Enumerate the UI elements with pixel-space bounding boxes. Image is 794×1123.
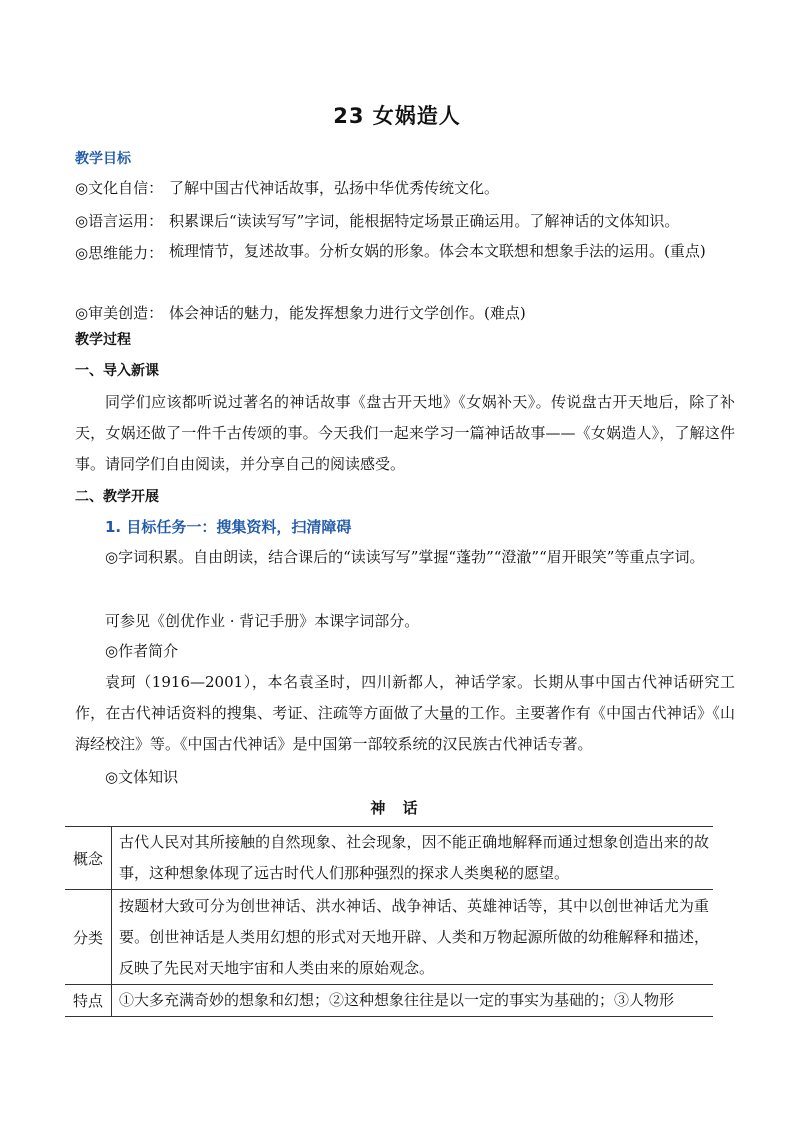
reference-line: 可参见《创优作业 · 背记手册》本课字词部分。 — [105, 612, 420, 630]
author-label: ◎作者简介 — [105, 642, 179, 660]
vocab-paragraph: ◎字词积累。自由朗读，结合课后的“读读写写”掌握“蓬勃”“澄澈”“眉开眼笑”等重点字词。 — [105, 548, 705, 566]
objective-text: 体会神话的魅力，能发挥想象力进行文学创作。(难点) — [169, 304, 526, 322]
objective-item — [75, 302, 526, 324]
objective-item — [75, 177, 499, 199]
objective-item — [75, 242, 169, 264]
row-key: 特点 — [65, 985, 112, 1017]
objective-label: ◎语言运用： — [75, 212, 164, 230]
objective-item — [75, 210, 679, 232]
table-row — [65, 985, 713, 1017]
row-key: 概念 — [65, 827, 112, 890]
section-heading-intro: 一、导入新课 — [75, 363, 159, 379]
table-row — [65, 827, 713, 890]
row-value: ①大多充满奇妙的想象和幻想；②这种想象往往是以一定的事实为基础的；③人物形 — [112, 985, 714, 1017]
row-value: 古代人民对其所接触的自然现象、社会现象，因不能正确地解释而通过想象创造出来的故事，这种想象体现了远古时代人们那种强烈的探求人类奥秘的愿望。 — [112, 827, 714, 890]
objective-text: 梳理情节，复述故事。分析女娲的形象。体会本文联想和想象手法的运用。(重点) — [169, 242, 706, 260]
objectives-heading: 教学目标 — [75, 151, 131, 167]
objective-text: 了解中国古代神话故事，弘扬中华优秀传统文化。 — [169, 179, 500, 197]
myth-table — [65, 826, 713, 1017]
objective-label: ◎思维能力： — [75, 244, 164, 262]
objective-label: ◎审美创造： — [75, 304, 164, 322]
table-title: 神 话 — [370, 799, 424, 817]
objective-label: ◎文化自信： — [75, 179, 164, 197]
genre-label: ◎文体知识 — [105, 768, 179, 786]
author-paragraph: 袁珂（1916—2001），本名袁圣时，四川新都人，神话学家。长期从事中国古代神话研究工作，在古代神话资料的搜集、考证、注疏等方面做了大量的工作。主要著作有《中国古代神话》《山海经校注》等。《中国古代神话》是中国第一部较系统的汉民族古代神话专著。 — [75, 673, 735, 753]
task-heading: 1. 目标任务一：搜集资料，扫清障碍 — [105, 518, 352, 536]
row-value: 按题材大致可分为创世神话、洪水神话、战争神话、英雄神话等，其中以创世神话尤为重要。创世神话是人类用幻想的形式对天地开辟、人类和万物起源所做的幼稚解释和描述，反映了先民对天地宇宙和人类由来的原始观念。 — [112, 890, 714, 985]
intro-paragraph: 同学们应该都听说过著名的神话故事《盘古开天地》《女娲补天》。传说盘古开天地后，除了补天，女娲还做了一件千古传颂的事。今天我们一起来学习一篇神话故事——《女娲造人》，了解这件事。请同学们自由阅读，并分享自己的阅读感受。 — [75, 393, 735, 473]
lesson-title: 23 女娲造人 — [333, 104, 461, 128]
table-row — [65, 890, 713, 985]
row-key: 分类 — [65, 890, 112, 985]
process-heading: 教学过程 — [75, 332, 131, 348]
objective-text: 积累课后“读读写写”字词，能根据特定场景正确运用。了解神话的文体知识。 — [169, 212, 680, 230]
section-heading-teaching: 二、教学开展 — [75, 489, 159, 505]
